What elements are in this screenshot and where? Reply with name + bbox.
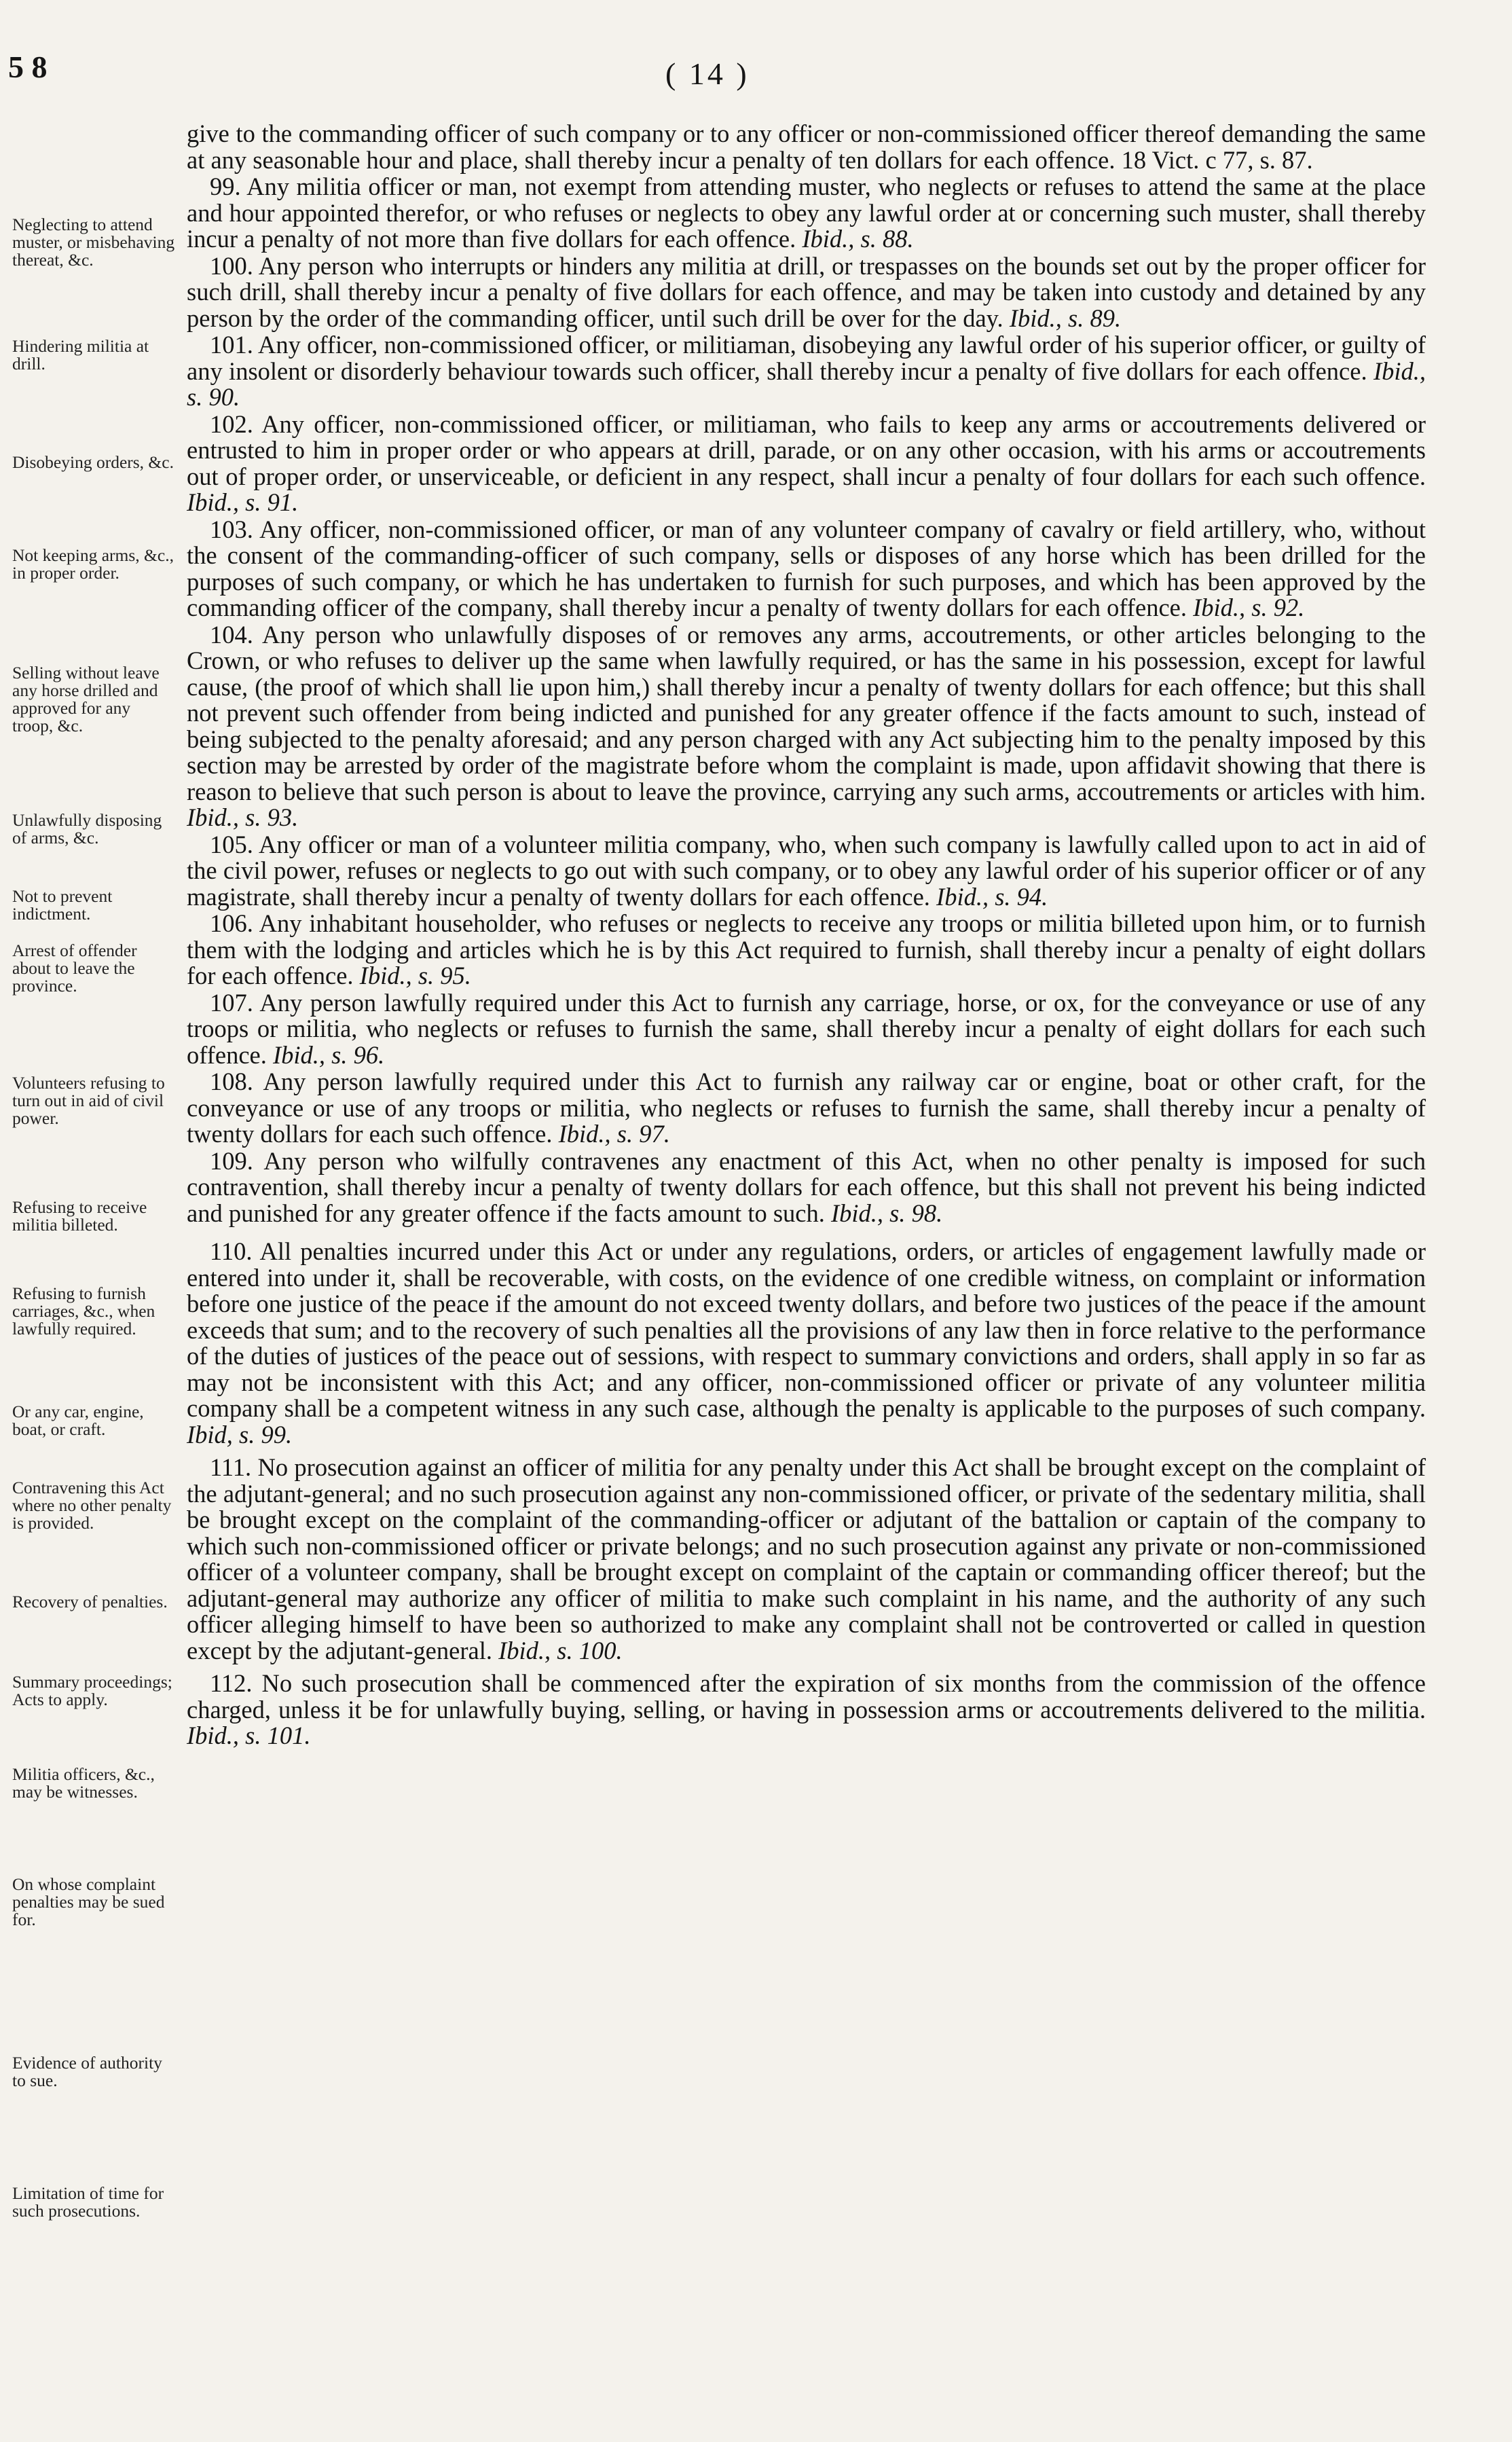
citation: Ibid., s. 95. bbox=[359, 962, 471, 989]
citation: Ibid., s. 89. bbox=[1009, 304, 1122, 332]
citation: Ibid., s. 98. bbox=[831, 1199, 943, 1227]
section-paragraph: 106. Any inhabitant householder, who refuses or neglects to receive any troops or militia billeted upon him, or to furnish them with the lodging and articles which he is by this Act required to furnish, shall thereby incur a penalty of eight dollars for each offence. Ibid., s. 95. bbox=[187, 909, 1426, 989]
citation: Ibid., s. 93. bbox=[187, 803, 299, 831]
section-paragraph: 100. Any person who interrupts or hinders any militia at drill, or trespasses on the bounds set out by the proper officer for such drill, shall thereby incur a penalty of five dollars for each offence, and may be taken into custody and detained by any person by the order of the commanding officer, until such drill be over for the day. Ibid., s. 89. bbox=[187, 251, 1426, 332]
margin-note: Not to prevent indictment. bbox=[12, 886, 113, 924]
section-paragraph: 108. Any person lawfully required under this Act to furnish any railway car or engine, boat or other craft, for the conveyance or use of any troops or militia, who neglects or refuses to furnish the same, shall thereby incur a penalty of twenty dollars for each such offence. Ibid., s. 97. bbox=[187, 1068, 1426, 1148]
folio-mark: 5 8 bbox=[8, 50, 48, 84]
citation: Ibid., s. 88. bbox=[802, 225, 914, 253]
margin-note: Summary proceedings; Acts to apply. bbox=[12, 1672, 172, 1709]
section-paragraph: 112. No such prosecution shall be commenced after the expiration of six months from the commission of the offence charged, unless it be for unlawfully buying, selling, or having in possession arms or accoutrements delivered to the militia. Ibid., s. 101. bbox=[187, 1669, 1426, 1749]
section-paragraph: 105. Any officer or man of a volunteer militia company, who, when such company is lawfully called upon to act in aid of the civil power, refuses or neglects to go out with such company, or to obey any lawful order of his superior officer or of any magistrate, shall thereby incur a penalty of twenty dollars for each offence. Ibid., s. 94. bbox=[187, 830, 1426, 911]
margin-note: Evidence of authority to sue. bbox=[12, 2053, 162, 2090]
section-paragraph: 107. Any person lawfully required under this Act to furnish any carriage, horse, or ox, for the conveyance or use of any troops or militia, who neglects or refuses to furnish the same, shall thereby incur a penalty of eight dollars for each such offence. Ibid., s. 96. bbox=[187, 988, 1426, 1069]
margin-note: Or any car, engine, boat, or craft. bbox=[12, 1402, 144, 1439]
citation: Ibid, s. 99. bbox=[187, 1420, 293, 1448]
section-paragraph: 101. Any officer, non-commissioned officer, or militiaman, disobeying any lawful order of his superior officer, or guilty of any insolent or disorderly behaviour towards such officer, shall thereby incur a penalty of five dollars for each offence. Ibid., s. 90. bbox=[187, 331, 1426, 411]
body-text bbox=[187, 121, 1426, 1750]
citation: Ibid., s. 97. bbox=[558, 1120, 670, 1148]
section-paragraph: 103. Any officer, non-commissioned officer, or man of any volunteer company of cavalry or field artillery, who, without the consent of the commanding-officer of such company, sells or disposes of any horse which has been drilled for the purposes of such company, or which he has undertaken to furnish for such purposes, and which has been approved by the commanding officer of the company, shall thereby incur a penalty of twenty dollars for each offence. Ibid., s. 92. bbox=[187, 515, 1426, 621]
section-paragraph: 109. Any person who wilfully contravenes any enactment of this Act, when no other penalty is imposed for such contravention, shall thereby incur a penalty of twenty dollars for each offence, but this shall not prevent his being indicted and punished for any greater offence if the facts amount to such. Ibid., s. 98. bbox=[187, 1146, 1426, 1227]
section-paragraph: 110. All penalties incurred under this Act or under any regulations, orders, or articles of engagement lawfully made or entered into under it, shall be recoverable, with costs, on the evidence of one credible witness, on complaint or information before one justice of the peace if the amount do not exceed twenty dollars, and before two justices of the peace if the amount exceeds that sum; and to the recovery of such penalties all the provisions of any law then in force relative to the performance of the duties of justices of the peace out of sessions, with respect to summary convictions and orders, shall apply in so far as may not be inconsistent with this Act; and any officer, non-commissioned officer or private of any volunteer militia company shall be a competent witness in any such case, although the penalty is applicable to the purposes of such company. Ibid, s. 99. bbox=[187, 1237, 1426, 1448]
margin-note: Unlawfully disposing of arms, &c. bbox=[12, 810, 162, 848]
margin-note: Arrest of offender about to leave the province. bbox=[12, 941, 137, 996]
margin-note: Refusing to furnish carriages, &c., when lawfully required. bbox=[12, 1283, 155, 1338]
section-paragraph: give to the commanding officer of such company or to any officer or non-commissioned officer thereof demanding the same at any seasonable hour and place, shall thereby incur a penalty of ten dollars for each offence. 18 Vict. c 77, s. 87. bbox=[187, 120, 1426, 174]
citation: Ibid., s. 91. bbox=[187, 488, 299, 516]
margin-note: Limitation of time for such prosecutions. bbox=[12, 2183, 164, 2221]
margin-note: Neglecting to attend muster, or misbehaving thereat, &c. bbox=[12, 215, 175, 270]
citation: Ibid., s. 96. bbox=[273, 1040, 385, 1069]
citation: Ibid., s. 100. bbox=[498, 1636, 623, 1664]
page-number: ( 14 ) bbox=[665, 56, 750, 91]
margin-note: Contravening this Act where no other penalty is provided. bbox=[12, 1478, 172, 1533]
section-paragraph: 104. Any person who unlawfully disposes of or removes any arms, accoutrements, or other articles belonging to the Crown, or who refuses to deliver up the same when lawfully required, or has the same in his possession, except for lawful cause, (the proof of which shall lie upon him,) shall thereby incur a penalty of twenty dollars for each offence; but this shall not prevent such offender from being indicted and punished for any greater offence if the facts amount to such, instead of being subjected to the penalty aforesaid; and any person charged with any Act subjecting him to the penalty imposed by this section may be arrested by order of the magistrate before whom the complaint is made, upon affidavit showing that there is reason to believe that such person is about to leave the province, carrying any such arms, accoutrements or articles with him. Ibid., s. 93. bbox=[187, 620, 1426, 831]
margin-note: Refusing to receive militia billeted. bbox=[12, 1197, 147, 1235]
citation: Ibid., s. 90. bbox=[187, 357, 1426, 411]
citation: Ibid., s. 101. bbox=[187, 1721, 311, 1749]
margin-note: Hindering militia at drill. bbox=[12, 336, 149, 373]
section-paragraph: 102. Any officer, non-commissioned officer, or militiaman, who fails to keep any arms or accoutrements delivered or entrusted to him in proper order or who appears at drill, parade, or on any other occasion, with his arms or accoutrements out of proper order, or unserviceable, or deficient in any respect, shall incur a penalty of four dollars for each such offence. Ibid., s. 91. bbox=[187, 409, 1426, 516]
section-paragraph: 111. No prosecution against an officer of militia for any penalty under this Act shall be brought except on the complaint of the adjutant-general; and no such prosecution against any non-commissioned officer, or private of the sedentary militia, shall be brought except on the complaint of the commanding-officer or adjutant of the battalion or captain of the company to which such non-commissioned officer or private belongs; and no such prosecution against any private or non-commissioned officer of a volunteer company, shall be brought except on complaint of the captain or commanding officer thereof; but the adjutant-general may authorize any officer of militia to make such complaint in his name, and the authority of any such officer alleging himself to have been so authorized to make any complaint shall not be controverted or called in question except by the adjutant-general. Ibid., s. 100. bbox=[187, 1453, 1426, 1664]
margin-note: Disobeying orders, &c. bbox=[12, 452, 174, 472]
margin-note: On whose complaint penalties may be sued for. bbox=[12, 1874, 165, 1929]
margin-note: Selling without leave any horse drilled and approved for any troop, &c. bbox=[12, 663, 160, 735]
page-header bbox=[0, 49, 1512, 96]
margin-note: Not keeping arms, &c., in proper order. bbox=[12, 545, 174, 583]
margin-note: Militia officers, &c., may be witnesses. bbox=[12, 1764, 155, 1802]
citation: Ibid., s. 94. bbox=[936, 882, 1048, 911]
margin-note: Recovery of penalties. bbox=[12, 1592, 168, 1611]
margin-note: Volunteers refusing to turn out in aid of civil power. bbox=[12, 1073, 165, 1128]
citation: Ibid., s. 92. bbox=[1193, 594, 1305, 621]
section-paragraph: 99. Any militia officer or man, not exempt from attending muster, who neglects or refuses to attend the same at the place and hour appointed therefor, or who refuses or neglects to obey any lawful order at or concerning such muster, shall thereby incur a penalty of not more than five dollars for each offence. Ibid., s. 88. bbox=[187, 172, 1426, 253]
